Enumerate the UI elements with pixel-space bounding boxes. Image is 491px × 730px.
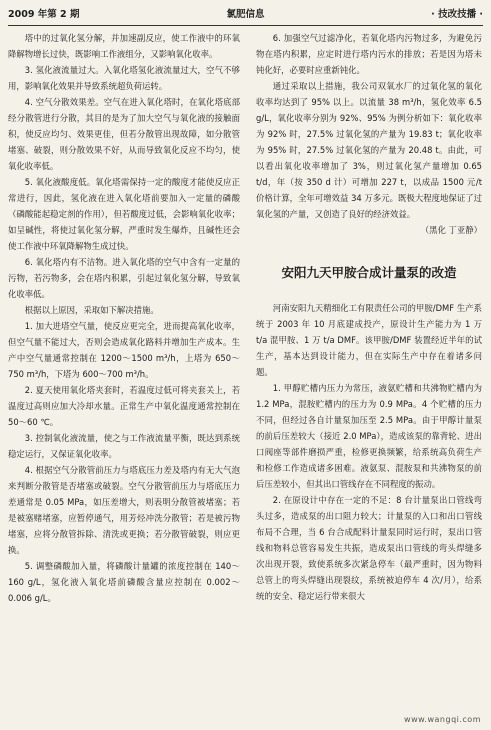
body-paragraph: 3. 氢化液流量过大。入氧化塔氢化液流量过大，空气不够用，影响氧化效果并导致系统超负荷运转。 xyxy=(8,65,240,91)
body-paragraph: 3. 控制氧化液流量，使之与工作液流量平衡，既达到系统稳定运行，又保证氧化收率。 xyxy=(8,433,240,459)
body-paragraph: 2. 夏天使用氧化塔夹套时，若温度过低可将夹套关上，若温度过高则应加大冷却水量。正常生产中氧化温度通常控制在 50～60 ℃。 xyxy=(8,385,240,427)
article-paragraph: 1. 甲醇贮槽内压力为常压，液氨贮槽和共沸物贮槽内为 1.2 MPa，混胺贮槽内的压力为 0.9 MPa。4 个贮槽的压力不同，但经过各自计量泵加压至 2.5 MPa。由于甲醇计量泵的前后压差较大（接近 2.0 MPa），造成该泵的靠背轮、进出口阀座等部件磨损严重，检修更换频繁，给系统高负荷生产和检修工作造成诸多困难。液氨泵、混胺泵和共沸物泵的前后压差较小，但其出口管线存在不同程度的振动。 xyxy=(256,383,482,489)
page-header xyxy=(8,6,483,24)
body-paragraph: 6. 氧化塔内有不洁物。进入氧化塔的空气中含有一定量的污物，若污物多，会在塔内积累，引起过氧化氢分解，导致氧化收率低。 xyxy=(8,257,240,299)
section-label: · 技改技播 · xyxy=(431,9,483,20)
body-paragraph: 5. 调整磷酸加入量，将磷酸计量罐的浓度控制在 140～160 g/L，氢化液入氧化塔前磷酸含量应控制在 0.002～0.006 g/L。 xyxy=(8,561,240,603)
left-column xyxy=(8,30,240,606)
watermark: www.wangqi.com xyxy=(404,715,481,724)
issue-label: 2009 年第 2 期 xyxy=(8,9,80,20)
article-paragraph: 2. 在原设计中存在一定的不足：8 台计量泵出口管线弯头过多，造成泵的出口阻力较大；计量泵的入口和出口管线布局不合理，当 6 台合成配料计量泵同时运行时，泵出口管线和物料总管容易发生共振，造成泵出口管线的弯头焊缝多次出现开裂，致使系统多次紧急停车（最严重时，因为物料总管上的弯头焊缝出现裂纹，系统被迫停车 4 次/月），给系统的安全、稳定运行带来很大 xyxy=(256,495,482,601)
body-paragraph: 4. 空气分散效果差。空气在进入氧化塔时，在氧化塔底部经分散管进行分散，其目的是为了加大空气与氧化液的接触面积，使反应均匀、效果更佳，但若分散管出现故障，如分散管堵塞、破裂，则分散效果不好，从而导致氧化反应不均匀，使氧化收率低。 xyxy=(8,97,240,171)
body-paragraph: 5. 氧化液酸度低。氧化塔需保持一定的酸度才能使反应正常进行，因此，氢化液在进入氧化塔前要加入一定量的磷酸（磷酸能起稳定剂的作用），但若酸度过低，会影响氧化收率；如呈碱性，将使过氧化氢分解，严重时发生爆炸，且碱性还会使工作液中环氧降解物生成过快。 xyxy=(8,177,240,251)
article-paragraph: 河南安阳九天精细化工有限责任公司的甲胺/DMF 生产系统于 2003 年 10 月底建成投产，原设计生产能力为 1 万 t/a 混甲胺、1 万 t/a DMF。该甲胺/DMF 装置经近半年的试生产，基本达到设计能力，但在实际生产中存在着诸多问题。 xyxy=(256,303,482,377)
article-title: 安阳九天甲胺合成计量泵的改造 xyxy=(281,265,457,280)
body-paragraph: 根据以上原因，采取如下解决措施。 xyxy=(24,305,159,315)
body-paragraph: 1. 加大进塔空气量，使反应更完全，进而提高氧化收率，但空气量不能过大，否则会造成氧化路料并增加生产成本。生产中空气量通常控制在 1200～1500 m³/h，上塔为 650～750 m³/h，下塔为 600～700 m³/h。 xyxy=(8,321,240,379)
right-column xyxy=(256,30,482,604)
journal-name: 氯肥信息 xyxy=(226,9,265,20)
author-credit: （黑化 丁亚静） xyxy=(420,225,482,235)
body-paragraph: 通过采取以上措施，我公司双氧水厂的过氧化氢的氧化收率均达到了 95% 以上。以流量 38 m³/h，氢化效率 6.5 g/L，氧化收率分别为 92%、95% 为例分析如下：氧化收率为 92% 时，27.5% 过氧化氢的产量为 19.83 t；氧化收率为 95% 时，27.5% 过氧化氢的产量为 20.48 t。由此，可以看出氧化收率增加了 3%，则过氧化氢产量增加 0.65 t/d，年（按 350 d 计）可增加 227 t，以成品 1500 元/t 价格计算，全年可增效益 34 万多元。既极大程度地保证了过氧化氢的产量，又创造了良好的经济效益。 xyxy=(256,81,482,219)
header-rule xyxy=(8,25,483,26)
body-paragraph: 4. 根据空气分散管前压力与塔底压力差及塔内有无大气泡来判断分散管是否堵塞或破裂。空气分散管前压力与塔底压力差通常是 0.05 MPa，如压差增大，则表明分散管被堵塞；若是被塞赌堵塞，应暂停通气，用芳烃冲洗分散管；若是被污物堵塞，应将分散管拆除、清洗或更换；若分散管破裂，则应更换。 xyxy=(8,465,240,555)
body-paragraph: 6. 加强空气过滤净化，若氧化塔内污物过多，为避免污物在塔内积累，应定时进行塔内污水的排放；若是因为塔未钝化好，必要时应重新钝化。 xyxy=(256,33,482,75)
body-paragraph: 塔中的过氧化氢分解，并加速副反应，使工作液中的环氧降解物增长过快，既影响工作液组分，又影响氧化收率。 xyxy=(8,33,240,59)
